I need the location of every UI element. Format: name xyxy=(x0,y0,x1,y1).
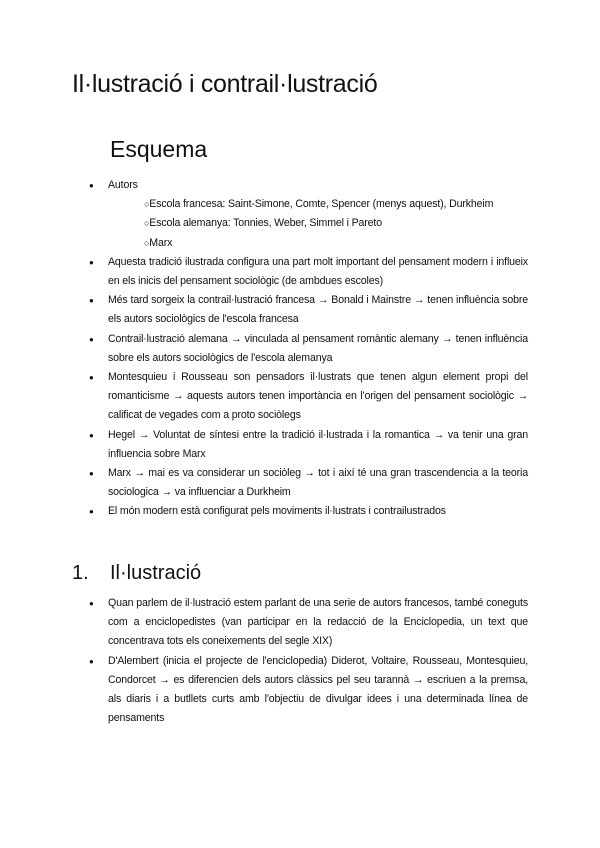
sublist-item: ○ Marx xyxy=(144,234,528,253)
sublist-item: ○ Escola alemanya: Tonnies, Weber, Simmel i Pareto xyxy=(144,214,528,233)
schema-heading: Esquema xyxy=(110,136,208,162)
document-title: Il·lustració i contrail·lustració xyxy=(72,70,378,98)
section-number: 1. xyxy=(72,562,89,584)
sublist-item: ○ Escola francesa: Saint-Simone, Comte, Spencer (menys aquest), Durkheim xyxy=(144,195,528,214)
list-item-authors xyxy=(108,176,528,253)
list-item: ● El món modern està configurat pels moviments il·lustrats i contrailustrados xyxy=(108,502,528,521)
list-item: ● Hegel → Voluntat de síntesi entre la tradició il·lustrada i la romantica → va tenir una gran influencia sobre Marx xyxy=(108,426,528,464)
section-1-heading xyxy=(72,562,201,585)
schema-list xyxy=(108,176,528,522)
list-item: ● Montesquieu i Rousseau son pensadors il·lustrats que tenen algun element propi del romanticisme → aquests autors tenen importància en l'origen del pensament sociològic → calificat de vegades com a proto sociòlegs xyxy=(108,368,528,426)
list-item: ● Aquesta tradició ilustrada configura una part molt important del pensament modern i influeix en els inicis del pensament sociològic (de ambdues escoles) xyxy=(108,253,528,291)
authors-sublist xyxy=(108,195,528,253)
list-item: ● D'Alembert (inicia el projecte de l'enciclopedia) Diderot, Voltaire, Rousseau, Montesquieu, Condorcet → es diferencien dels autors clàssics pel seu tarannà → escriuen a la premsa, als diaris i a butllets curts amb l'objectiu de divulgar idees i una determinada línea de pensaments xyxy=(108,652,528,729)
list-item: ● Quan parlem de il·lustració estem parlant de una serie de autors francesos, també coneguts com a enciclopedistes (van participar en la redacció de la Enciclopedia, un text que concentrava tots els coneixements del segle XIX) xyxy=(108,594,528,652)
section-title: Il·lustració xyxy=(110,562,202,584)
list-item: ● Més tard sorgeix la contrail·lustració francesa → Bonald i Mainstre → tenen influència sobre els autors sociològics de l'escola francesa xyxy=(108,291,528,329)
section-1-list xyxy=(108,594,528,728)
list-item: ● Contrail·lustració alemana → vinculada al pensament romàntic alemany → tenen influència sobre els autors sociològics de l'escola alemanya xyxy=(108,330,528,368)
list-item: ● Marx → mai es va considerar un sociòleg → tot i així té una gran trascendencia a la teoria sociologica → va influenciar a Durkheim xyxy=(108,464,528,502)
authors-label: Autors xyxy=(108,179,138,191)
